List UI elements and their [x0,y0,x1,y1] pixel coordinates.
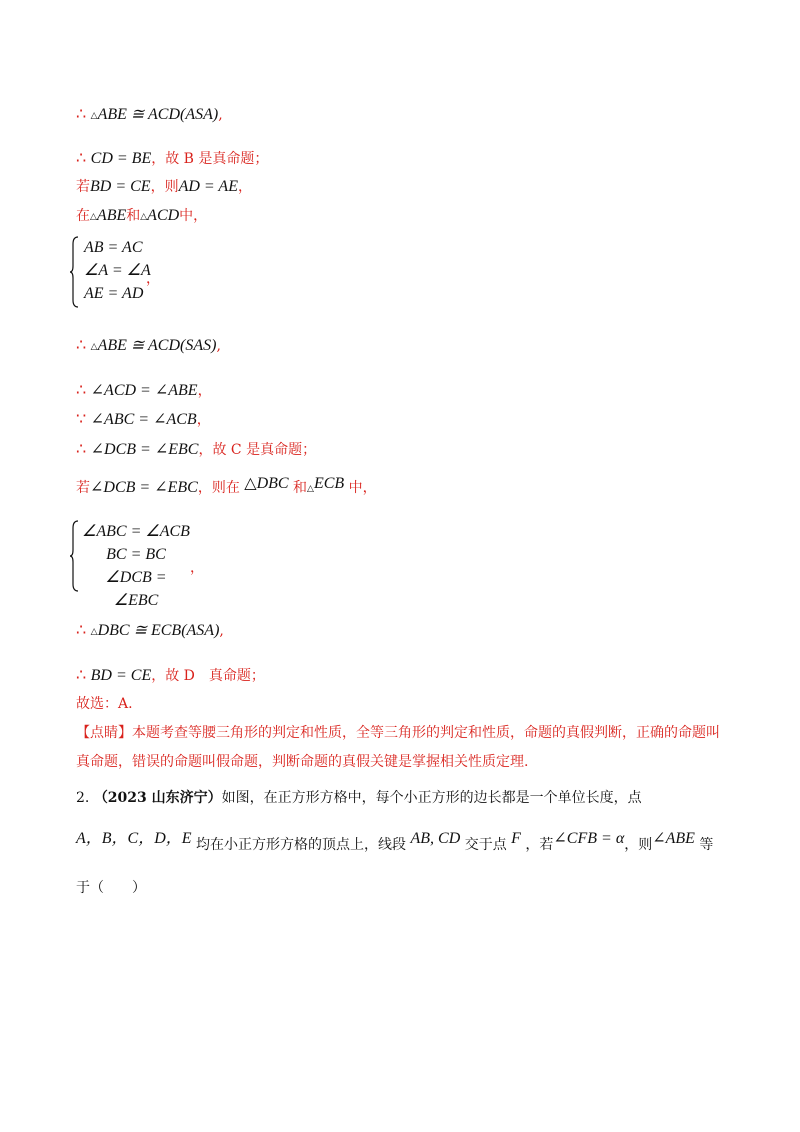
step-congruence-sas [76,334,221,358]
punctuation: ， [196,412,211,428]
equation-row: ∠DCB = ∠EBC [105,569,167,609]
equation-system-2 [82,520,190,612]
text: 若 [76,179,90,195]
math-expression: ∠DCB = ∠EBC [90,479,198,496]
punctuation [190,557,204,579]
math-expression: ACD [147,207,180,224]
step-bd-ce [76,664,265,687]
question-number: 2. [76,790,90,806]
triangle-icon: △ [244,473,257,492]
punctuation: , [219,623,224,639]
equation-row: BC = BC [106,546,166,563]
math-expression: ∠CFB = α [553,830,625,847]
point-note-line-1 [76,722,720,744]
step-acd-abe [76,379,212,402]
step-congruence-asa-1 [76,103,223,127]
step-in-triangles [76,205,207,228]
math-expression: ∠ACD = ∠ABE [90,382,198,399]
question-text: 均在小正方形方格的顶点上，线段 [196,837,407,853]
comma: ， [190,560,204,576]
conclusion-text: ，故 D 真命题； [151,668,265,684]
left-brace-icon [70,236,80,308]
question-2-line-3 [76,877,146,899]
text: 和 [126,208,141,224]
math-expression: DBC ≅ ECB(ASA) [97,622,220,639]
triangle-icon: △ [90,627,98,637]
triangle-icon: △ [140,212,148,222]
triangle-icon: △ [90,212,97,222]
equation-row: AB = AC [84,239,143,256]
text: ， [237,179,252,195]
math-expression: AD = AE [178,178,238,195]
math-expression: ABE ≅ ACD(SAS) [97,337,217,354]
comma: ， [146,271,160,287]
math-expression: ∠ABC = ∠ACB [90,411,197,428]
text: ，则在 [197,480,240,496]
equation-row: AE = AD [84,285,144,302]
math-expression: ∠DCB = ∠EBC [90,441,199,458]
therefore-symbol: ∴ [76,335,87,354]
therefore-symbol: ∴ [76,148,87,167]
math-expression: ∠ABE [652,830,695,847]
answer-text: 故选：A. [76,696,133,712]
triangle-icon: △ [90,111,98,121]
question-text: 于（ ） [76,880,146,896]
text: 若 [76,480,90,496]
punctuation [146,268,160,290]
math-expression: F [511,830,521,847]
math-expression: DBC [256,475,289,492]
text: 在 [76,208,90,224]
math-expression: CD = BE [90,150,152,167]
left-brace-icon [70,520,80,592]
step-congruence-asa-2 [76,619,224,643]
because-symbol: ∵ [76,409,87,428]
question-text: 如图，在正方形方格中，每个小正方形的边长都是一个单位长度，点 [221,790,642,806]
answer-line [76,693,133,715]
question-source: （2023 山东济宁） [93,790,222,806]
question-2-line-2 [76,828,713,856]
point-note-text: 【点睛】本题考查等腰三角形的判定和性质，全等三角形的判定和性质，命题的真假判断，正确的命题叫 [76,725,720,741]
math-expression: A，B，C，D，E [76,830,192,847]
math-expression: ECB [313,475,345,492]
math-expression: AB, CD [410,830,461,847]
conclusion-text: ，故 B 是真命题； [151,151,269,167]
punctuation: , [218,107,223,123]
question-text: ，则 [624,837,653,853]
step-because-abc-acb [76,408,211,431]
text: 中， [179,208,208,224]
step-if-bd-ce [76,176,252,198]
question-text: 交于点 [464,837,507,853]
conclusion-text: ，故 C 是真命题； [198,442,317,458]
math-expression: BD = CE [90,667,152,684]
equation-row: ∠ABC = ∠ACB [82,523,190,540]
step-cd-be [76,147,268,170]
question-2-line-1 [76,787,642,809]
text: 中， [348,480,377,496]
text: ，则 [150,179,179,195]
punctuation: , [216,338,221,354]
math-expression: ABE ≅ ACD(ASA) [97,106,219,123]
math-expression: BD = CE [90,178,151,195]
equation-row: ∠A = ∠A [84,262,151,279]
triangle-icon: △ [307,484,314,494]
point-note-line-2 [76,751,528,773]
math-expression: ABE [96,207,127,224]
equation-system-1 [84,236,151,305]
text: 和 [293,480,308,496]
therefore-symbol: ∴ [76,665,87,684]
therefore-symbol: ∴ [76,620,87,639]
question-text: 等 [699,837,714,853]
therefore-symbol: ∴ [76,380,87,399]
question-text: ，若 [525,837,554,853]
step-if-dcb-ebc [76,472,377,500]
therefore-symbol: ∴ [76,104,87,123]
punctuation: ， [197,383,212,399]
therefore-symbol: ∴ [76,439,87,458]
step-dcb-ebc [76,438,316,461]
triangle-icon: △ [90,342,98,352]
point-note-text: 真命题，错误的命题叫假命题，判断命题的真假关键是掌握相关性质定理. [76,754,529,770]
